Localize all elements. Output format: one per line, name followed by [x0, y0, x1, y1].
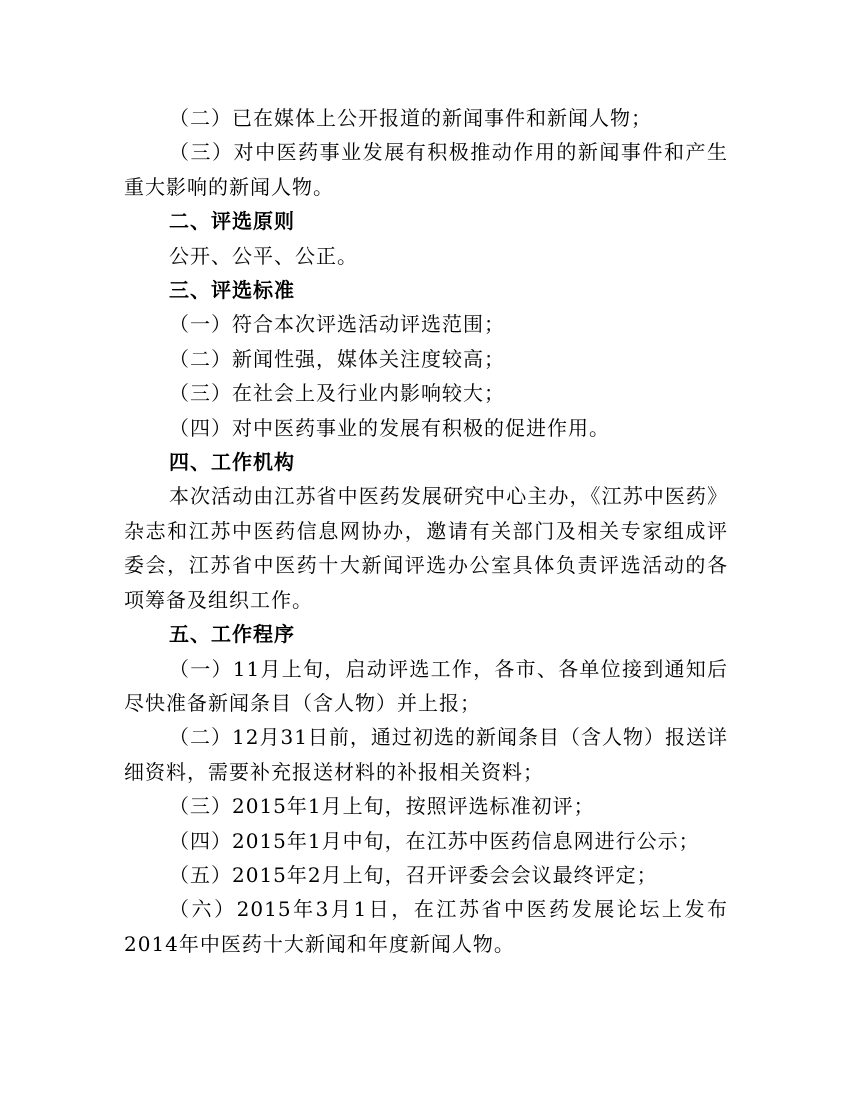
section-heading-organization: 四、工作机构 [169, 450, 295, 475]
procedure-item-5: （五）2015年2月上旬，召开评委会会议最终评定； [169, 862, 658, 887]
section-heading-criteria: 三、评选标准 [169, 278, 295, 303]
document-body [124, 101, 728, 961]
paragraph-item-2: （二）已在媒体上公开报道的新闻事件和新闻人物； [169, 106, 652, 130]
criteria-item-2: （二）新闻性强，媒体关注度较高； [169, 346, 505, 371]
paragraph-organization: 本次活动由江苏省中医药发展研究中心主办，《江苏中医药》杂志和江苏中医药信息网协办，邀请有关部门及相关专家组成评委会，江苏省中医药十大新闻评选办公室具体负责评选活动的各项筹备及组织工作。 [124, 484, 728, 612]
paragraph-item-3: （三）对中医药事业发展有积极推动作用的新闻事件和产生重大影响的新闻人物。 [124, 140, 728, 199]
procedure-item-2: （二）12月31日前，通过初选的新闻条目（含人物）报送详细资料，需要补充报送材料的补报相关资料； [124, 725, 728, 784]
procedure-item-6: （六）2015年3月1日，在江苏省中医药发展论坛上发布2014年中医药十大新闻和年度新闻人物。 [124, 897, 728, 956]
procedure-item-4: （四）2015年1月中旬，在江苏中医药信息网进行公示； [169, 828, 700, 853]
procedure-item-1: （一）11月上旬，启动评选工作，各市、各单位接到通知后尽快准备新闻条目（含人物）并上报； [124, 656, 728, 715]
procedure-item-3: （三）2015年1月上旬，按照评选标准初评； [169, 794, 595, 819]
criteria-item-1: （一）符合本次评选活动评选范围； [169, 312, 505, 337]
paragraph-principles: 公开、公平、公正。 [169, 243, 358, 268]
section-heading-principles: 二、评选原则 [169, 209, 295, 234]
criteria-item-4: （四）对中医药事业的发展有积极的促进作用。 [169, 415, 610, 440]
criteria-item-3: （三）在社会上及行业内影响较大； [169, 381, 505, 406]
section-heading-procedure: 五、工作程序 [169, 622, 295, 647]
